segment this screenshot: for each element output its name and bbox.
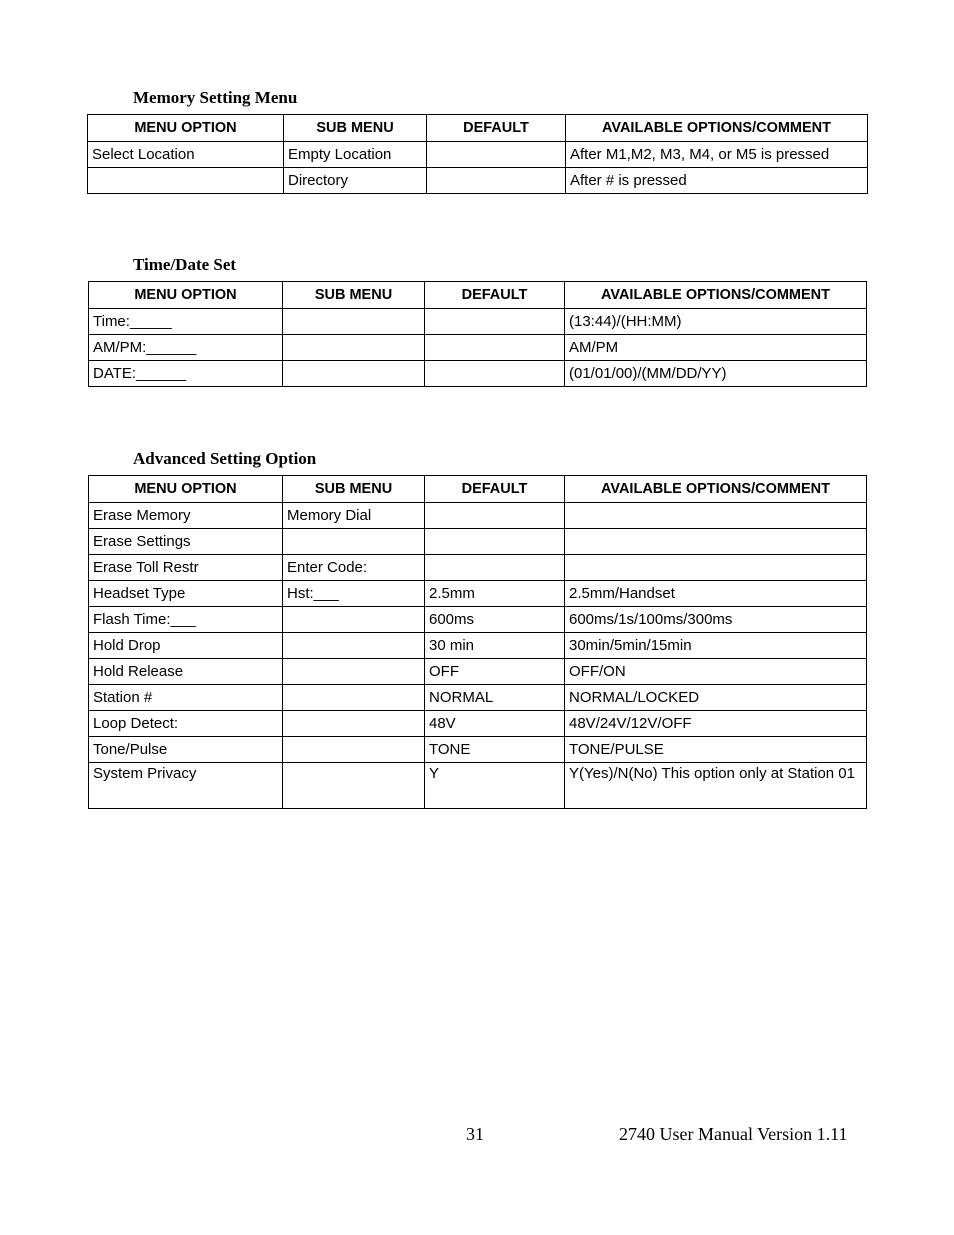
cell-menu-option: Station # bbox=[89, 685, 283, 711]
cell-menu-option: Headset Type bbox=[89, 581, 283, 607]
table-row bbox=[89, 529, 867, 555]
cell-options: OFF/ON bbox=[565, 659, 867, 685]
cell-default bbox=[427, 168, 566, 194]
table-row bbox=[89, 633, 867, 659]
cell-menu-option: Flash Time:___ bbox=[89, 607, 283, 633]
cell-options bbox=[565, 503, 867, 529]
cell-options: AM/PM bbox=[565, 335, 867, 361]
table-row bbox=[89, 607, 867, 633]
cell-default: OFF bbox=[425, 659, 565, 685]
column-header-default: DEFAULT bbox=[427, 115, 566, 142]
cell-menu-option: DATE:______ bbox=[89, 361, 283, 387]
table-row bbox=[89, 309, 867, 335]
page-number: 31 bbox=[466, 1124, 484, 1144]
cell-options: 600ms/1s/100ms/300ms bbox=[565, 607, 867, 633]
cell-options: After M1,M2, M3, M4, or M5 is pressed bbox=[566, 142, 868, 168]
column-header-menu-option: MENU OPTION bbox=[89, 476, 283, 503]
cell-sub-menu: Hst:___ bbox=[283, 581, 425, 607]
column-header-sub-menu: SUB MENU bbox=[284, 115, 427, 142]
cell-sub-menu: Memory Dial bbox=[283, 503, 425, 529]
cell-default: Y bbox=[425, 763, 565, 809]
cell-default bbox=[425, 361, 565, 387]
cell-default bbox=[425, 529, 565, 555]
cell-options: NORMAL/LOCKED bbox=[565, 685, 867, 711]
cell-default: 600ms bbox=[425, 607, 565, 633]
column-header-sub-menu: SUB MENU bbox=[283, 476, 425, 503]
cell-sub-menu bbox=[283, 633, 425, 659]
cell-default bbox=[425, 503, 565, 529]
cell-sub-menu bbox=[283, 711, 425, 737]
cell-options: 2.5mm/Handset bbox=[565, 581, 867, 607]
cell-sub-menu bbox=[283, 685, 425, 711]
cell-default: NORMAL bbox=[425, 685, 565, 711]
table-header-row bbox=[89, 476, 867, 503]
cell-sub-menu bbox=[283, 659, 425, 685]
cell-default: 48V bbox=[425, 711, 565, 737]
column-header-options: AVAILABLE OPTIONS/COMMENT bbox=[566, 115, 868, 142]
cell-menu-option: Erase Settings bbox=[89, 529, 283, 555]
cell-sub-menu bbox=[283, 763, 425, 809]
cell-menu-option: Erase Memory bbox=[89, 503, 283, 529]
cell-default bbox=[425, 309, 565, 335]
cell-sub-menu bbox=[283, 309, 425, 335]
cell-options: After # is pressed bbox=[566, 168, 868, 194]
cell-options bbox=[565, 529, 867, 555]
advanced-setting-table bbox=[88, 475, 867, 809]
column-header-menu-option: MENU OPTION bbox=[89, 282, 283, 309]
column-header-menu-option: MENU OPTION bbox=[88, 115, 284, 142]
cell-options bbox=[565, 555, 867, 581]
manual-version: 2740 User Manual Version 1.11 bbox=[619, 1124, 848, 1144]
cell-menu-option: Tone/Pulse bbox=[89, 737, 283, 763]
cell-options: Y(Yes)/N(No) This option only at Station 01 bbox=[565, 763, 867, 809]
table-row bbox=[89, 685, 867, 711]
cell-options: 48V/24V/12V/OFF bbox=[565, 711, 867, 737]
column-header-sub-menu: SUB MENU bbox=[283, 282, 425, 309]
cell-menu-option bbox=[88, 168, 284, 194]
cell-sub-menu: Enter Code: bbox=[283, 555, 425, 581]
cell-options: 30min/5min/15min bbox=[565, 633, 867, 659]
table-row bbox=[89, 711, 867, 737]
cell-sub-menu bbox=[283, 361, 425, 387]
table-header-row bbox=[88, 115, 868, 142]
table-row bbox=[89, 659, 867, 685]
cell-menu-option: System Privacy bbox=[89, 763, 283, 809]
memory-setting-table bbox=[87, 114, 868, 194]
column-header-default: DEFAULT bbox=[425, 282, 565, 309]
table-row bbox=[89, 503, 867, 529]
cell-sub-menu: Empty Location bbox=[284, 142, 427, 168]
table-row bbox=[88, 142, 868, 168]
table-row bbox=[89, 555, 867, 581]
cell-sub-menu bbox=[283, 737, 425, 763]
table-row bbox=[89, 335, 867, 361]
cell-sub-menu bbox=[283, 607, 425, 633]
memory-section-title: Memory Setting Menu bbox=[133, 88, 298, 107]
table-row bbox=[89, 581, 867, 607]
cell-menu-option: Hold Drop bbox=[89, 633, 283, 659]
cell-default: TONE bbox=[425, 737, 565, 763]
cell-menu-option: Time:_____ bbox=[89, 309, 283, 335]
cell-options: TONE/PULSE bbox=[565, 737, 867, 763]
table-header-row bbox=[89, 282, 867, 309]
table-row bbox=[88, 168, 868, 194]
table-row bbox=[89, 361, 867, 387]
cell-menu-option: Erase Toll Restr bbox=[89, 555, 283, 581]
cell-default bbox=[425, 335, 565, 361]
time-date-table bbox=[88, 281, 867, 387]
advanced-section-title: Advanced Setting Option bbox=[133, 449, 317, 468]
cell-default: 30 min bbox=[425, 633, 565, 659]
column-header-options: AVAILABLE OPTIONS/COMMENT bbox=[565, 282, 867, 309]
cell-default bbox=[427, 142, 566, 168]
cell-menu-option: Select Location bbox=[88, 142, 284, 168]
column-header-default: DEFAULT bbox=[425, 476, 565, 503]
cell-sub-menu bbox=[283, 529, 425, 555]
cell-default: 2.5mm bbox=[425, 581, 565, 607]
cell-menu-option: Hold Release bbox=[89, 659, 283, 685]
timedate-section-title: Time/Date Set bbox=[133, 255, 237, 274]
table-row bbox=[89, 763, 867, 809]
cell-sub-menu bbox=[283, 335, 425, 361]
cell-options: (13:44)/(HH:MM) bbox=[565, 309, 867, 335]
cell-default bbox=[425, 555, 565, 581]
cell-menu-option: Loop Detect: bbox=[89, 711, 283, 737]
cell-menu-option: AM/PM:______ bbox=[89, 335, 283, 361]
table-row bbox=[89, 737, 867, 763]
column-header-options: AVAILABLE OPTIONS/COMMENT bbox=[565, 476, 867, 503]
cell-sub-menu: Directory bbox=[284, 168, 427, 194]
cell-options: (01/01/00)/(MM/DD/YY) bbox=[565, 361, 867, 387]
